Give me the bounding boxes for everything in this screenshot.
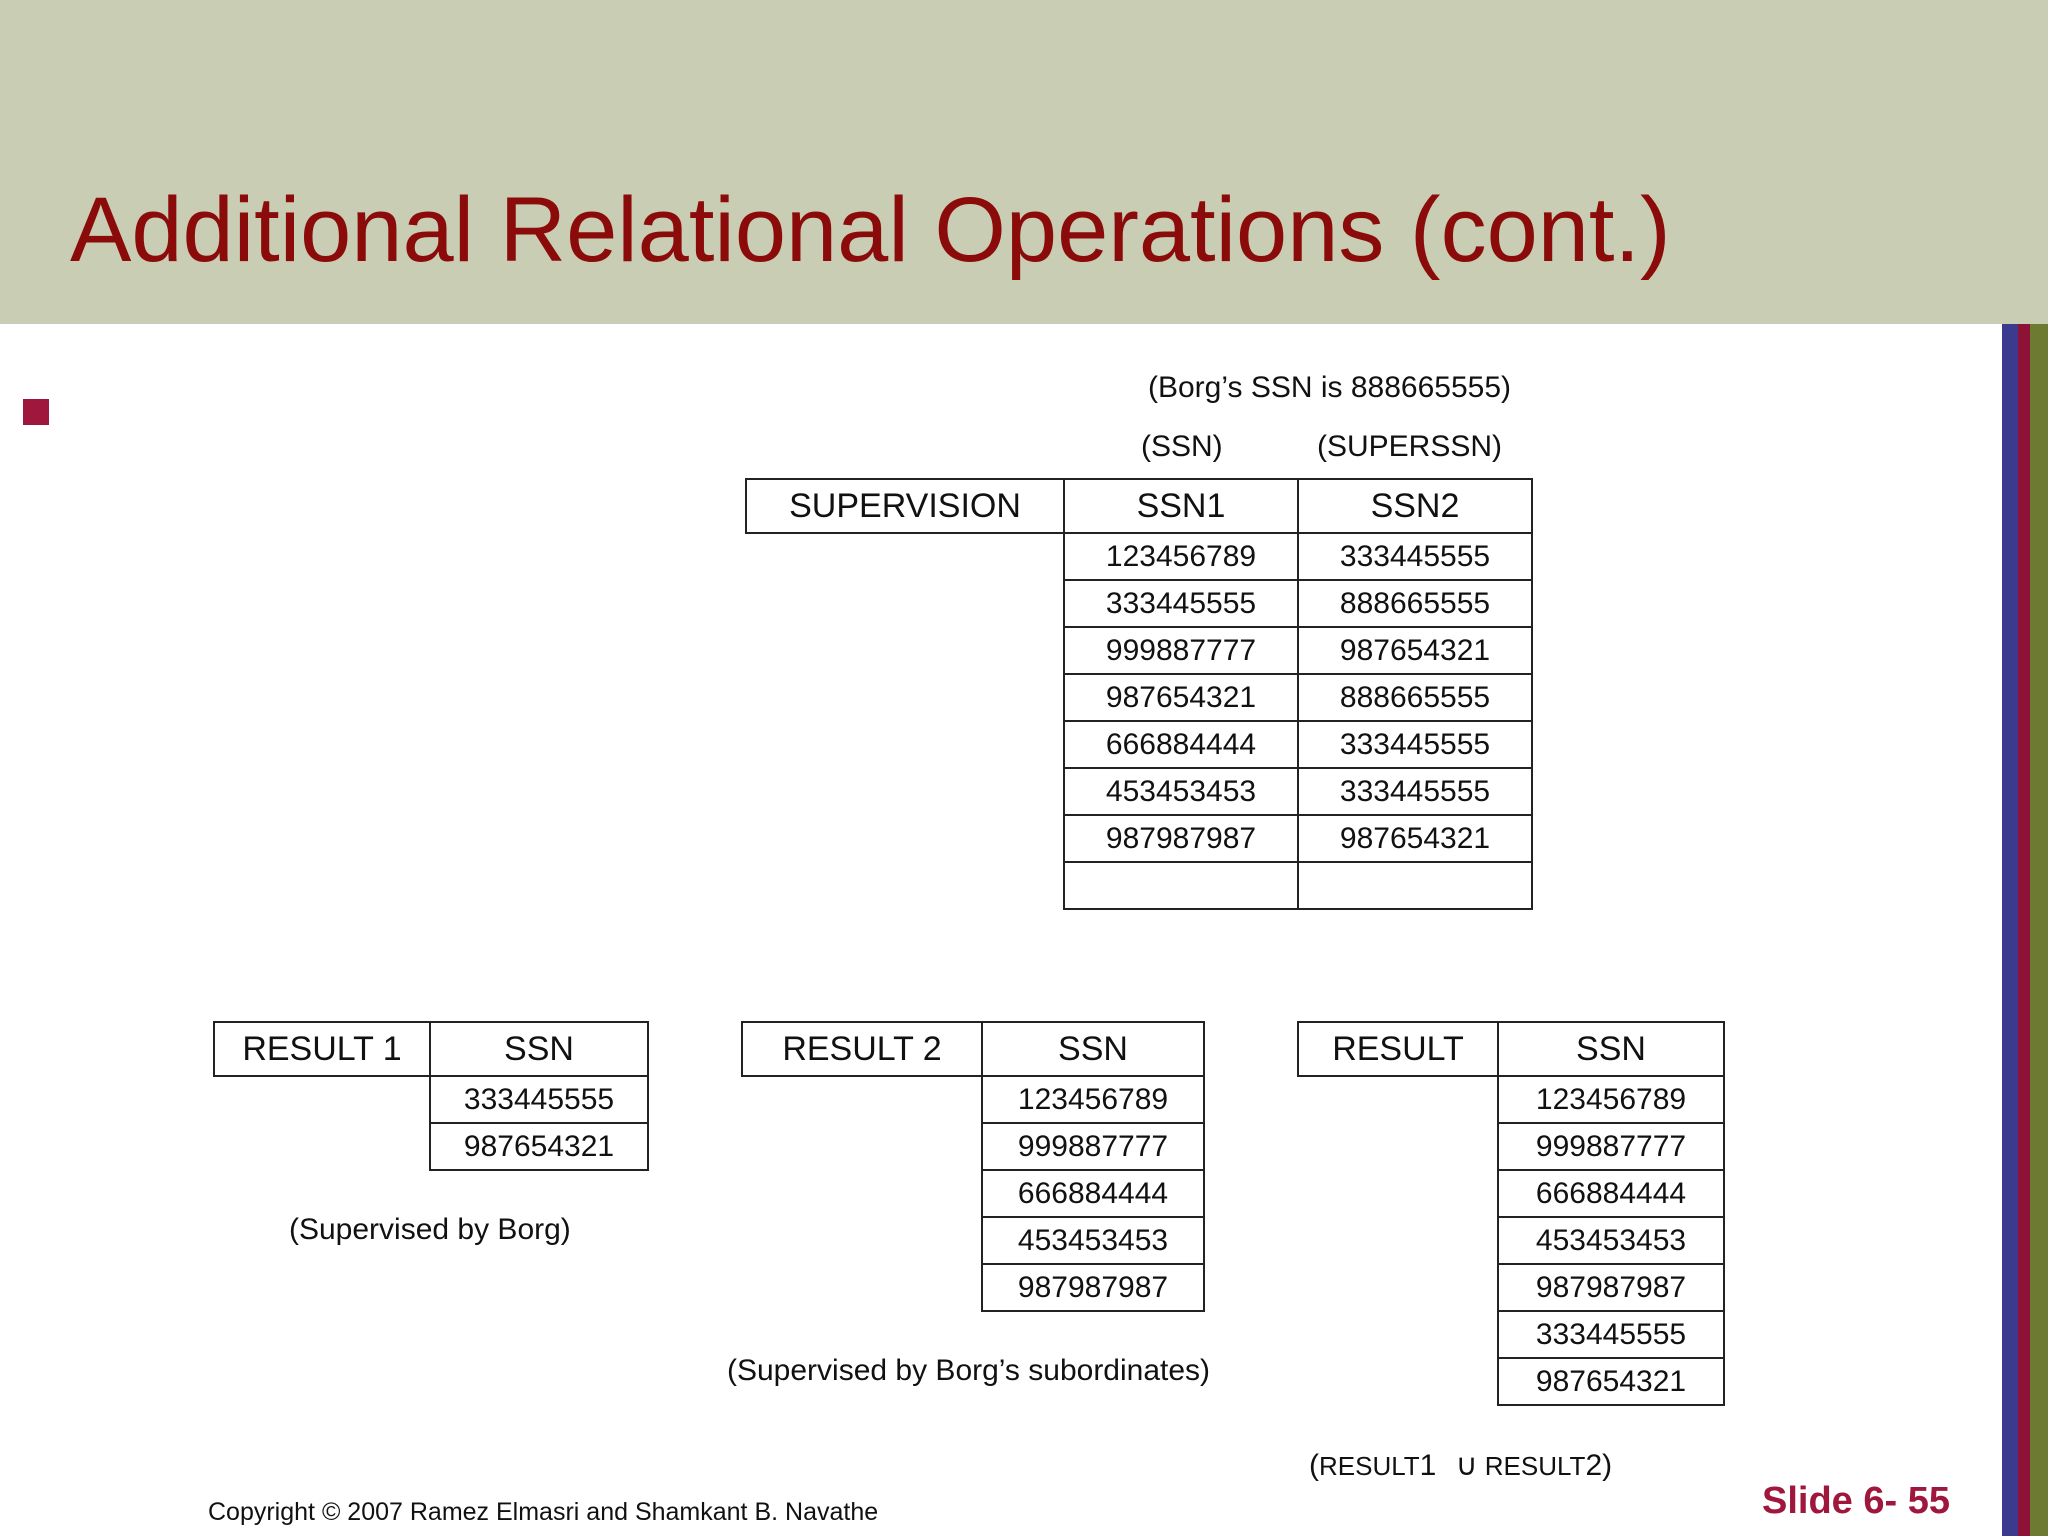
side-stripe-red: [2018, 324, 2030, 1536]
bullet-square-icon: [23, 399, 49, 425]
supervision-cell: 987987987: [1063, 814, 1299, 863]
supervision-cell: 333445555: [1297, 720, 1533, 769]
supervision-cell: 987654321: [1297, 626, 1533, 675]
superssn-column-note: (SUPERSSN): [1317, 430, 1503, 463]
supervision-cell: 333445555: [1063, 579, 1299, 628]
result-name-cell: RESULT: [1297, 1021, 1499, 1077]
supervision-cell: 123456789: [1063, 532, 1299, 581]
result-cell: 123456789: [1497, 1075, 1725, 1124]
side-stripe-olive: [2030, 324, 2048, 1536]
result1-ssn-header: SSN: [429, 1021, 649, 1077]
supervision-cell: 987654321: [1297, 814, 1533, 863]
result2-name-cell: RESULT 2: [741, 1021, 983, 1077]
borg-ssn-note: (Borg’s SSN is 888665555): [1148, 371, 1511, 404]
supervision-cell: 333445555: [1297, 532, 1533, 581]
ssn-column-note: (SSN): [1141, 430, 1223, 463]
result-cell: 999887777: [1497, 1122, 1725, 1171]
result2-cell: 999887777: [981, 1122, 1205, 1171]
result-cell: 453453453: [1497, 1216, 1725, 1265]
slide-title: Additional Relational Operations (cont.): [70, 179, 1671, 281]
result1-cell: 987654321: [429, 1122, 649, 1171]
result1-cell: 333445555: [429, 1075, 649, 1124]
result-ssn-header: SSN: [1497, 1021, 1725, 1077]
union-symbol-icon: ∪: [1455, 1449, 1478, 1482]
ssn1-header: SSN1: [1063, 478, 1299, 534]
result2-cell: 666884444: [981, 1169, 1205, 1218]
copyright-text: Copyright © 2007 Ramez Elmasri and Shamkant B. Navathe: [208, 1498, 879, 1526]
supervision-cell: 888665555: [1297, 579, 1533, 628]
result-cell: 333445555: [1497, 1310, 1725, 1359]
result1-name-cell: RESULT 1: [213, 1021, 431, 1077]
supervision-cell: 666884444: [1063, 720, 1299, 769]
result-cell: 666884444: [1497, 1169, 1725, 1218]
supervision-cell: [1063, 861, 1299, 910]
supervision-cell: 333445555: [1297, 767, 1533, 816]
result1-caption: (Supervised by Borg): [289, 1213, 571, 1246]
result2-cell: 123456789: [981, 1075, 1205, 1124]
result-cell: 987987987: [1497, 1263, 1725, 1312]
supervision-cell: 999887777: [1063, 626, 1299, 675]
side-stripe-blue: [2002, 324, 2018, 1536]
supervision-cell: [1297, 861, 1533, 910]
supervision-cell: 888665555: [1297, 673, 1533, 722]
title-bar: [0, 0, 2048, 324]
result2-cell: 453453453: [981, 1216, 1205, 1265]
result-union-caption: (RESULT1 ∪ RESULT2): [1309, 1449, 1613, 1482]
result2-ssn-header: SSN: [981, 1021, 1205, 1077]
supervision-name-cell: SUPERVISION: [745, 478, 1065, 534]
result-cell: 987654321: [1497, 1357, 1725, 1406]
supervision-cell: 987654321: [1063, 673, 1299, 722]
slide-number: Slide 6- 55: [1762, 1480, 1950, 1522]
result2-cell: 987987987: [981, 1263, 1205, 1312]
result2-caption: (Supervised by Borg’s subordinates): [727, 1354, 1211, 1387]
supervision-cell: 453453453: [1063, 767, 1299, 816]
ssn2-header: SSN2: [1297, 478, 1533, 534]
